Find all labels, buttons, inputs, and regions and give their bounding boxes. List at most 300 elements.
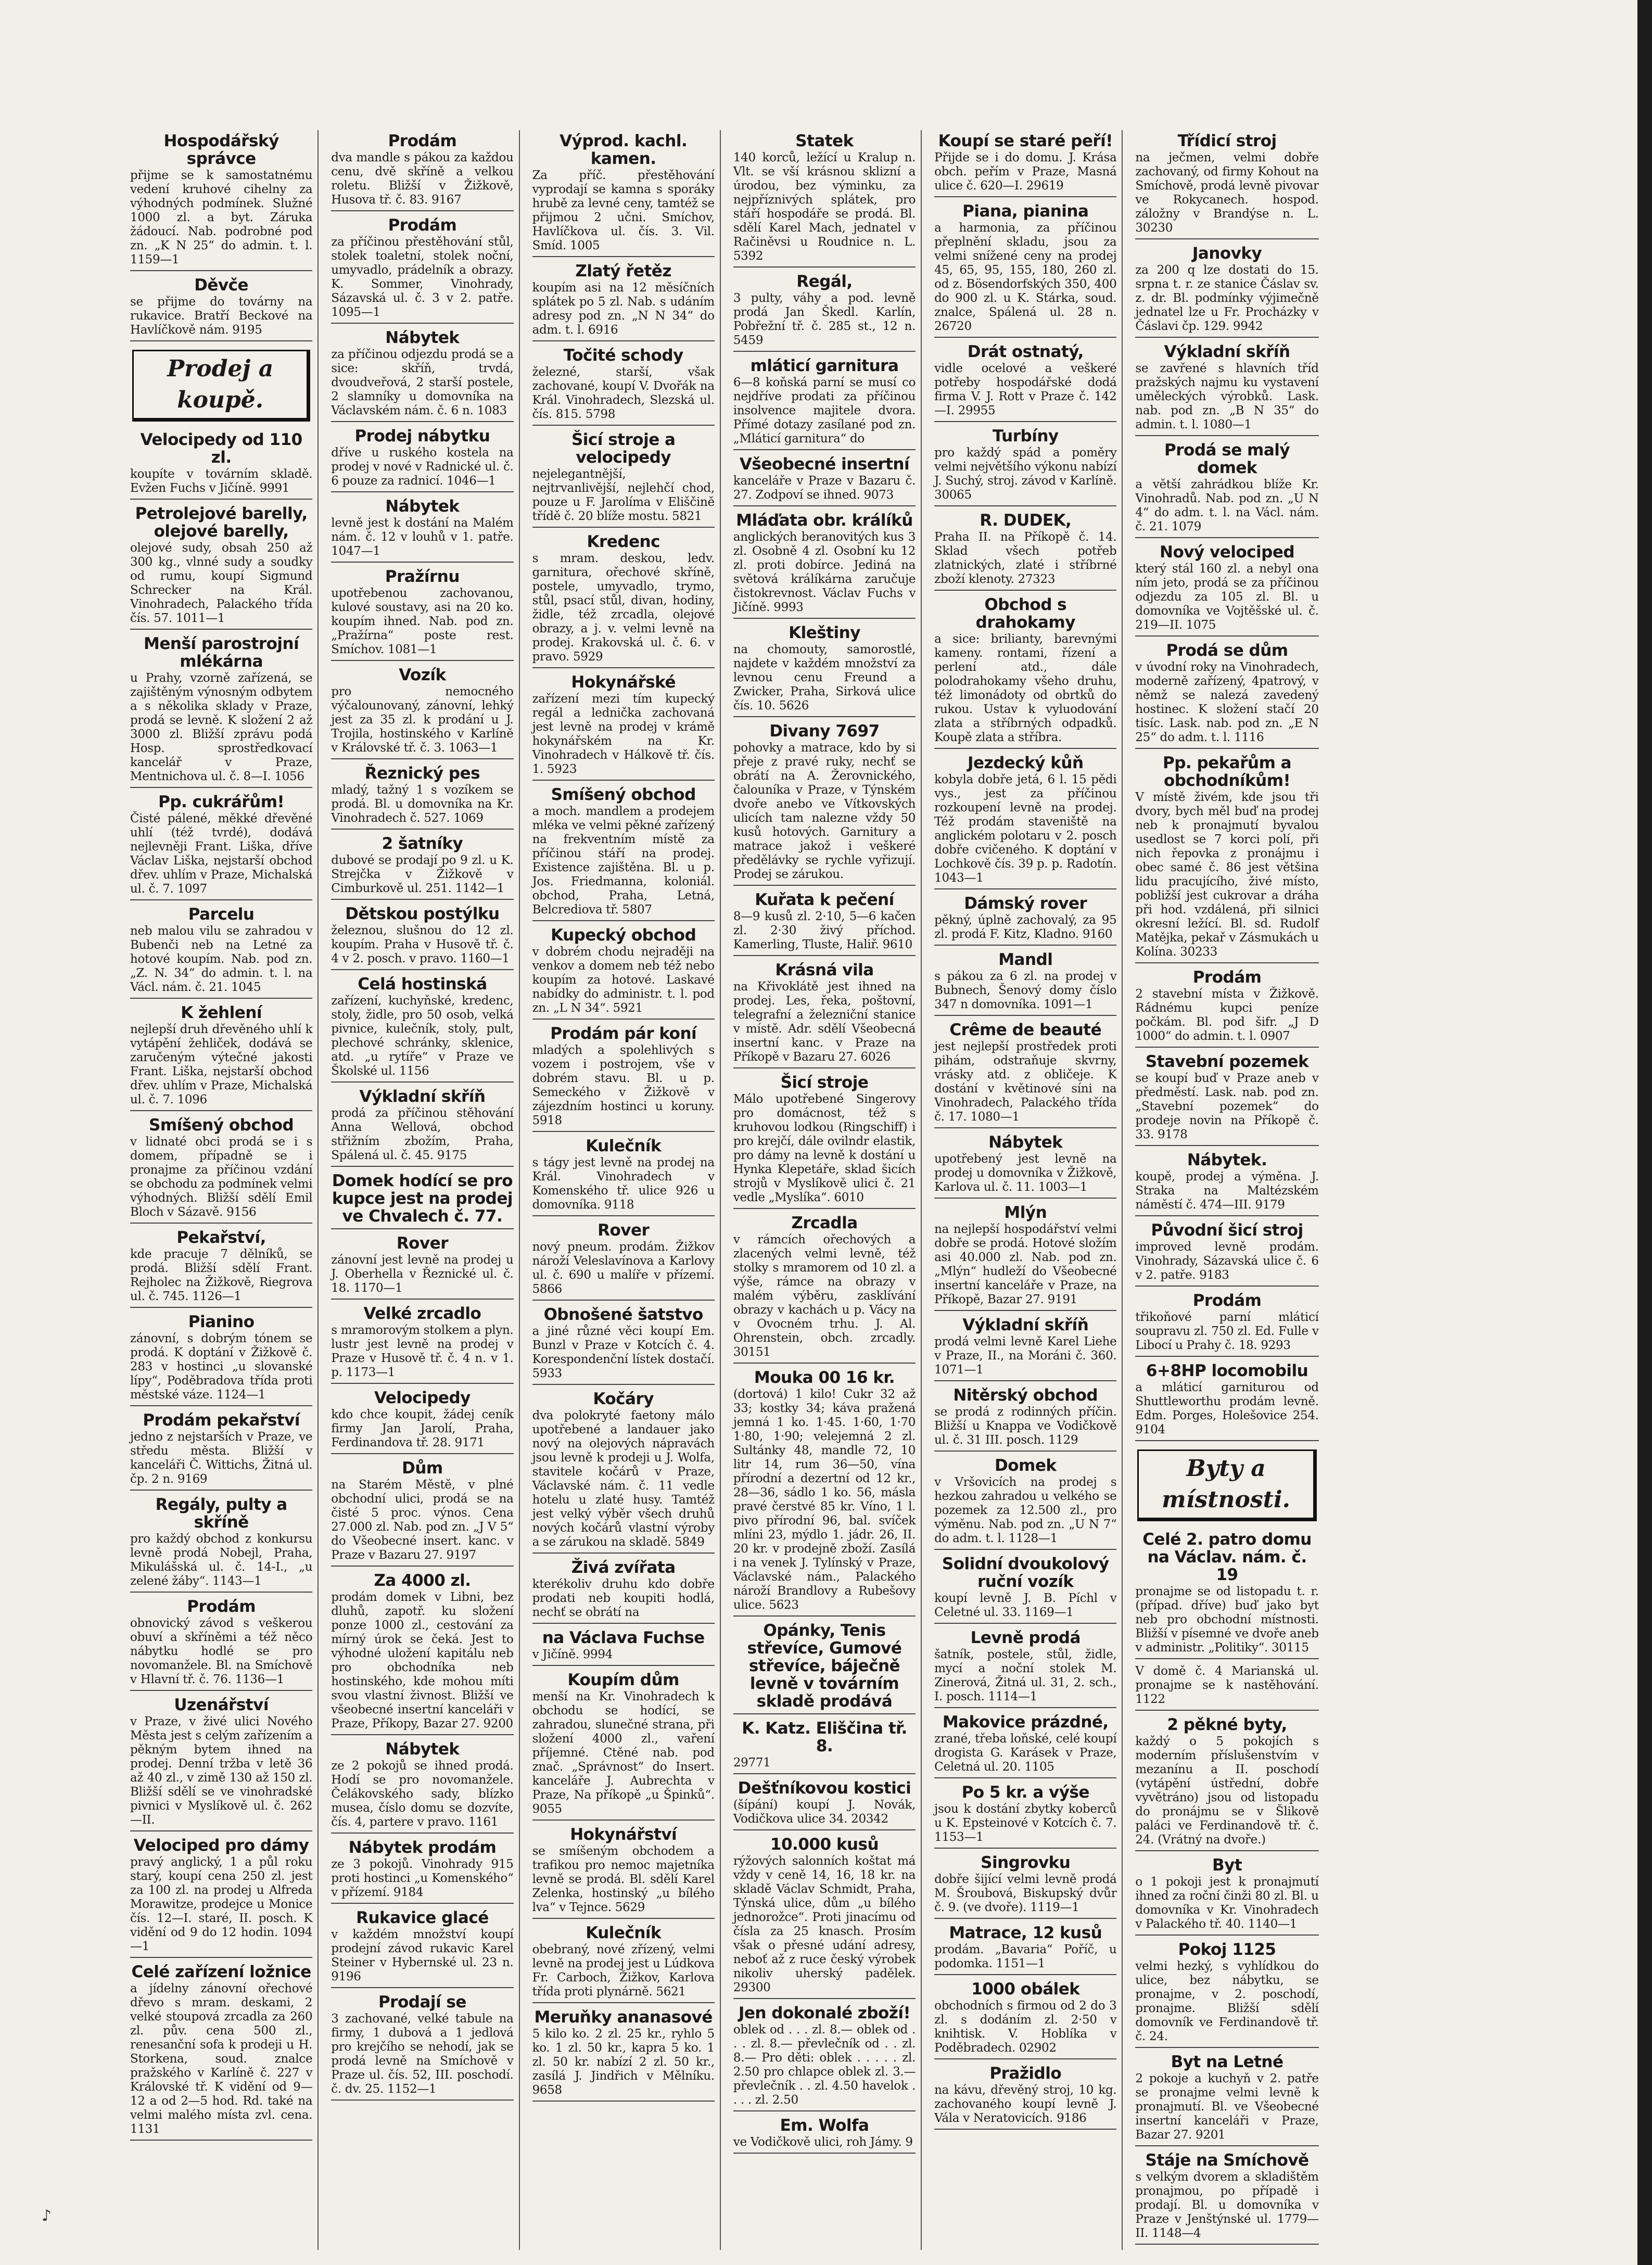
- ad-text: anglických beranovitých kus 3 zl. Osobně 4 zl. Osobní ku 12 zl. proti dobírce. Jediná na světová králíkárna zaručuje čistokrevnost. Václav Fuchs v Jičíně. 9993: [733, 530, 916, 614]
- ad-text: jest nejlepší prostředek proti pihám, odstraňuje skvrny, vrásky atd. z obličeje. K dostání v květinové síni na Vinohradech, Palackého třída č. 17. 1080—1: [934, 1040, 1117, 1124]
- ad-divider: [1135, 962, 1318, 963]
- ad-headline: Rover: [396, 1234, 449, 1253]
- ad-divider: [532, 1819, 715, 1821]
- ad-divider: [331, 1734, 513, 1735]
- ad-headline: Prodám: [1192, 1291, 1262, 1310]
- ad-text: upotřebenou zachovanou, kulové soustavy, asi na 20 ko. koupím ihned. Nab. pod zn. „Pražírna“ poste rest. Smíchov. 1081—1: [331, 587, 514, 656]
- ad-headline: Byt: [1212, 1856, 1242, 1875]
- ad-divider: [934, 1623, 1116, 1624]
- ad-divider: [1135, 1145, 1318, 1146]
- ad-headline: Děvče: [194, 276, 249, 295]
- ad-divider: [532, 1019, 715, 1020]
- classified-ad: [1135, 1053, 1318, 1146]
- ad-text: kterékoliv druhu kdo dobře prodati neb koupiti hodlá, nechť se obrátí na: [532, 1577, 715, 1619]
- ad-text: koupíte v továrním skladě. Evžen Fuchs v Jičíně. 9991: [130, 467, 313, 495]
- ad-text: šatník, postele, stůl, židle, mycí a noční stolek M. Zinerová, Žitná ul. 31, 2. sch., I. posch. 1114—1: [934, 1648, 1117, 1703]
- ad-text: železné, starší, však zachované, koupí V. Dvořák na Král. Vinohradech, Slezská ul. čís. 815. 5798: [532, 365, 715, 421]
- ad-text: kanceláře v Praze v Bazaru č. 27. Zodpoví se ihned. 9073: [733, 474, 916, 502]
- ad-headline: Hokynářské: [571, 673, 676, 692]
- column-5: [929, 130, 1123, 2250]
- ad-headline: Živá zvířata: [571, 1558, 676, 1577]
- ad-divider: [130, 1830, 312, 1831]
- ad-headline: Singrovku: [981, 1853, 1071, 1872]
- ad-divider: [331, 660, 513, 661]
- ad-text: s tágy jest levně na prodej na Král. Vinohradech v Komenského tř. ulice 926 u domovníka. 9118: [532, 1156, 715, 1212]
- ad-text: pro nemocného výčalounovaný, zánovní, lehký jest za 35 zl. k prodání u J. Trojila, hostinského v Karlíně v Královské tř. č. 3. 1063—1: [331, 685, 514, 755]
- ad-text: v dobrém chodu nejraději na venkov a domem neb též nebo koupím za hotové. Laskavé nabídky do administr. t. l. pod zn. „L N 34“. 5921: [532, 945, 715, 1015]
- ad-divider: [1135, 748, 1318, 749]
- ad-headline: 2 šatníky: [382, 834, 463, 853]
- ad-text: dříve u ruského kostela na prodej v nové v Radnické ul. č. 6 pouze za radnicí. 1046—1: [331, 446, 514, 488]
- ad-headline: Po 5 kr. a výše: [961, 1783, 1089, 1802]
- ad-divider: [733, 1363, 916, 1364]
- ad-text: rýžových salonních koštat má vždy v ceně 14, 16, 18 kr. na skladě Václav Schmidt, Praha, Týnská ulice, dům „u bílého jednorožce“. Proti jinacímu od čísla za 25 knasch. Prosím však o přesné udání adresy, neboť až z ruce český výrobek nikoliv uherský padělek. 29300: [733, 1854, 916, 1994]
- ad-text: v Praze, v živé ulici Nového Města jest s celým zařízením a pěkným bytem ihned na prodej. Denní tržba v letě 36 až 40 zl., v zimě 130 až 150 zl. Bližší sdělí se ve vinohradské pivnici v Myslíkově ul. č. 262—II.: [130, 1715, 313, 1827]
- ad-divider: [1135, 1440, 1318, 1441]
- classified-ad: [331, 1389, 513, 1454]
- ad-headline: Třídicí stroj: [1177, 132, 1277, 150]
- ad-divider: [733, 1713, 916, 1714]
- classified-ad: [331, 132, 513, 211]
- ad-text: třikoňové parní mláticí soupravu zl. 750 zl. Ed. Fulle v Libocí u Prahy č. 18. 9293: [1135, 1310, 1319, 1352]
- ad-text: pro každý obchod z konkursu levně prodá Nobejl, Praha, Mikulášská ul. č. 14-I., „u zelené žáby“. 1143—1: [130, 1532, 313, 1588]
- ad-text: upotřebený jest levně na prodej u domovníka v Žižkově, Karlova ul. č. 11. 1003—1: [934, 1152, 1117, 1194]
- ad-headline: Jezdecký kůň: [967, 754, 1084, 772]
- ad-headline: Výprod. kachl. kamen.: [560, 132, 688, 168]
- ad-divider: [934, 1918, 1116, 1919]
- ad-divider: [532, 425, 715, 426]
- ad-divider: [1135, 1850, 1318, 1851]
- ad-headline: Regály, pulty a skříně: [155, 1495, 287, 1532]
- classified-ad: [532, 673, 715, 781]
- classified-ad: [733, 1214, 916, 1364]
- ad-divider: [532, 340, 715, 341]
- ad-headline: Prodám pekařství: [143, 1411, 300, 1430]
- ad-text: v úvodní roky na Vinohradech, moderně zařízený, 4patrový, v němž se nalezá zavedený hostinec. K složení stačí 20 tisíc. Lask. nab. pod zn. „E N 25“ do adm. t. l. 1116: [1135, 660, 1319, 744]
- ad-headline: Dešťníkovou kostici: [738, 1779, 911, 1798]
- ad-headline: Smíšený obchod: [149, 1116, 294, 1135]
- ad-divider: [934, 2129, 1116, 2130]
- ad-text: mladý, tažný 1 s vozíkem se prodá. Bl. u domovníka na Kr. Vinohradech č. 527. 1069: [331, 783, 514, 825]
- ad-headline: Kredenc: [587, 532, 660, 551]
- ad-divider: [934, 337, 1116, 338]
- classified-ad: [130, 906, 312, 999]
- ad-text: olejové sudy, obsah 250 až 300 kg., vlnné sudy a soudky od rumu, koupí Sigmund Schrecker na Král. Vinohradech, Palackého třída čís. 57. 1011—1: [130, 541, 313, 625]
- ad-headline: Domek hodící se pro kupce jest na prodej ve Chvalech č. 77.: [332, 1172, 513, 1226]
- ad-headline: R. DUDEK,: [980, 511, 1072, 530]
- ad-text: pro každý spád a poměry velmi největšího výkonu nabízí J. Suchý, stroj. závod v Karlíně. 30065: [934, 446, 1117, 502]
- classified-ad: [331, 765, 513, 830]
- ad-headline: Původní šicí stroj: [1151, 1221, 1303, 1240]
- ad-text: v lidnaté obci prodá se i s domem, případně se i pronajme za příčinou vzdání se obchodu za podmínek velmi výhodných. Bližší sdělí Emil Bloch v Sázavě. 9156: [130, 1135, 313, 1219]
- classified-ad: [130, 431, 312, 500]
- ad-text: obchodních s firmou od 2 do 3 zl. s dodáním zl. 2·50 v knihtisk. V. Hoblíka v Poděbradech. 02902: [934, 1999, 1117, 2055]
- ad-divider: [733, 716, 916, 717]
- ad-headline: Hokynářství: [570, 1825, 677, 1844]
- ad-text: železnou, slušnou do 12 zl. koupím. Praha v Husově tř. č. 4 v 2. posch. v pravo. 1160—1: [331, 924, 514, 965]
- ad-text: vidle ocelové a veškeré potřeby hospodářské dodá firma V. J. Rott v Praze č. 142—I. 29955: [934, 362, 1117, 417]
- ad-text: za příčinou odjezdu prodá se a sice: skříň, trvdá, dvoudveřová, 2 starší postele, 2 slamníky u domovníka na Václavském nám. č. 6 n. 1083: [331, 348, 514, 417]
- classified-columns: [125, 130, 1525, 2240]
- ad-divider: [733, 1998, 916, 1999]
- classified-ad: [532, 347, 715, 426]
- ad-text: přijme se k samostatnému vedení kruhové cihelny za výhodných podmínek. Služné 1000 zl. a byt. Záruka žádoucí. Nab. podrobné pod zn. „K N 25“ do admin. t. l. 1159—1: [130, 169, 313, 266]
- classified-ad: [1135, 1531, 1318, 1659]
- ad-headline: Rukavice glacé: [356, 1908, 489, 1927]
- ad-headline: Piana, pianina: [962, 202, 1089, 221]
- ad-headline: K. Katz. Eliščina tř. 8.: [742, 1719, 907, 1755]
- ad-divider: [934, 1777, 1116, 1778]
- classified-ad: [934, 1457, 1116, 1550]
- ad-divider: [331, 562, 513, 563]
- ad-headline: Jen dokonalé zboží!: [738, 2004, 911, 2022]
- ad-headline: Stáje na Smíchově: [1145, 2151, 1309, 2170]
- ad-divider: [130, 1307, 312, 1308]
- ad-headline: Prodám: [1192, 968, 1262, 987]
- ad-text: Praha II. na Příkopě č. 14. Sklad všech potřeb zlatnických, zlaté i stříbrné zboží klenoty. 27323: [934, 530, 1117, 586]
- classified-ad: [1135, 543, 1318, 637]
- classified-ad: [1135, 1362, 1318, 1441]
- classified-ad: [934, 202, 1116, 338]
- classified-ad: [733, 1074, 916, 1209]
- ad-divider: [331, 323, 513, 324]
- classified-ad: [331, 329, 513, 422]
- ad-headline: Prodají se: [378, 1993, 466, 2012]
- ad-divider: [1135, 238, 1318, 239]
- ad-divider: [130, 998, 312, 999]
- classified-ad: [733, 132, 916, 268]
- ad-divider: [532, 2101, 715, 2102]
- ad-divider: [130, 1223, 312, 1224]
- section-heading: Byty a místnosti.: [1137, 1449, 1316, 1521]
- ad-text: 140 korců, ležící u Kralup n. Vlt. se vší krásnou sklizní a úrodou, bez výminku, za nejpříznivých splátek, pro stáří hospodáře se prodá. Bl. sdělí Karel Mach, jednatel v Račiněvsi u Roudnice n. L. 5392: [733, 151, 916, 263]
- classified-ad: [934, 1134, 1116, 1199]
- ad-text: dubové se prodají po 9 zl. u K. Strejčka v Žižkově v Cimburkově ul. 251. 1142—1: [331, 854, 514, 895]
- ad-text: koupí levně J. B. Píchl v Celetné ul. 33. 1169—1: [934, 1592, 1117, 1619]
- ad-headline: Kleštiny: [789, 623, 860, 642]
- ad-divider: [733, 1615, 916, 1617]
- scan-mark: ♪: [42, 2207, 52, 2225]
- classified-ad: [331, 1172, 513, 1229]
- ad-headline: Výkladní skříň: [1164, 342, 1290, 361]
- ad-divider: [1135, 1356, 1318, 1357]
- ad-headline: Kočáry: [593, 1390, 654, 1408]
- ad-text: mladých a spolehlivých s vozem i postrojem, vše v dobrém stavu. Bl. u p. Semeckého v Žižkově v zájezdním hostinci u koruny. 5918: [532, 1044, 715, 1127]
- ad-text: prodá za příčinou stěhování Anna Wellová, obchod střižním zbožím, Praha, Spálená ul. č. 45. 9175: [331, 1106, 514, 1162]
- ad-text: a moch. mandlem a prodejem mléka ve velmi pěkné zařízený na frekventním místě za příčinou stáří na prodej. Existence zajištěna. Bl. u p. Jos. Friedmanna, koloniál. obchod, Praha, Letná, Belcrediova tř. 5807: [532, 805, 715, 917]
- ad-divider: [532, 920, 715, 921]
- classified-ad: [934, 1713, 1116, 1778]
- classified-ad: [532, 132, 715, 257]
- ad-text: 3 pulty, váhy a pod. levně prodá Jan Škedl. Karlín, Pobřežní tř. č. 285 st., 12 n. 5459: [733, 291, 916, 347]
- ad-text: nový pneum. prodám. Žižkov nároží Veleslavínova a Karlovy ul. č. 690 u malíře v přízemí. 5866: [532, 1240, 715, 1296]
- ad-headline: Pokoj 1125: [1178, 1940, 1276, 1959]
- ad-text: (dortová) 1 kilo! Cukr 32 až 33; kostky 34; káva pražená jemná 1 ko. 1·45. 1·60, 1·70 1·80, 1·90; velejemná 2 zl. Sultánky 48, mandle 72, 10 litr 14, rum 36—50, vína přírodní a dezertní od 12 kr., 28—36, sádlo 1 ko. 56, másla pravé čerstvé 85 kr. Víno, 1 l. pivo přírodní 96, bal. svíček mlíni 23, mýdlo 1. jádr. 26, II. 20 kr. v prodejně zboží. Zasílá i na venek J. Tylínský v Praze, Václavské nám., Palackého nároží Brandlovy a Rubešovy ulice. 5623: [733, 1388, 916, 1612]
- ad-divider: [934, 421, 1116, 422]
- classified-ad: [733, 455, 916, 506]
- ad-text: pěkný, úplně zachovalý, za 95 zl. prodá F. Kitz, Kladno. 9160: [934, 913, 1117, 941]
- ad-text: za příčinou přestěhování stůl, stolek toaletní, stolek noční, umyvadlo, prádelník a obrazy. K. Sommer, Vinohrady, Sázavská ul. č. 3 v 2. patře. 1095—1: [331, 235, 514, 319]
- ad-headline: Mouka 00 16 kr.: [754, 1368, 895, 1387]
- classified-ad: [733, 1836, 916, 1999]
- ad-divider: [934, 1198, 1116, 1199]
- column-1: [125, 130, 319, 2250]
- column-6: [1130, 130, 1324, 2250]
- ad-text: a jiné různé věci koupí Em. Bunzl v Praze v Kotcích č. 4. Korespondenční lístek dostačí. 5933: [532, 1325, 715, 1380]
- ad-divider: [331, 210, 513, 211]
- classified-ad: [532, 1924, 715, 2003]
- ad-text: kobyla dobře jetá, 6 l. 15 pědi vys., jest za příčinou rozkoupení levně na prodej. Též prodám staveniště na anglickém polotaru v 2. posch dobře cvičeného. K doptání v Lochkově čís. 39 p. p. Radotín. 1043—1: [934, 773, 1117, 885]
- ad-text: s pákou za 6 zl. na prodej v Bubnech, Šenový domy číslo 347 n domovníka. 1091—1: [934, 970, 1117, 1011]
- ad-text: a harmonia, za příčinou přeplnění skladu, jsou za velmi snížené ceny na prodej 45, 65, 95, 155, 180, 260 zl. od z. Bösendorfských 350, 400 do 900 zl. u K. Stárka, soud. znalce, Spálená ul. 28 n. 26720: [934, 221, 1117, 333]
- ad-headline: Dětskou postýlku: [345, 905, 500, 923]
- ad-headline: Kupecký obchod: [551, 926, 696, 945]
- ad-headline: Zrcadla: [791, 1214, 858, 1232]
- ad-text: velmi hezký, s vyhlídkou do ulice, bez nábytku, se pronajme, v 2. poschodí, pronajme. Bližší sdělí domovník ve Ferdinandově tř. č. 24.: [1135, 1959, 1319, 2043]
- ad-headline: Makovice prázdné,: [942, 1713, 1109, 1732]
- classified-ad: [934, 132, 1116, 197]
- ad-text: 3 zachované, velké tabule na firmy, 1 dubová a 1 jedlová pro krejčího se nehodí, jak se prodá levně na Smíchově v Praze ul. čís. 52, III. poschodí. č. dv. 25. 1152—1: [331, 2012, 514, 2096]
- classified-ad: [130, 1004, 312, 1111]
- ad-divider: [130, 1405, 312, 1406]
- classified-ad: [1135, 969, 1318, 1048]
- classified-ad: [934, 1924, 1116, 1975]
- ad-headline: Drát ostnatý,: [967, 342, 1084, 361]
- ad-divider: [733, 1208, 916, 1209]
- classified-ad: [532, 1629, 715, 1666]
- ad-divider: [1135, 1710, 1318, 1711]
- ad-text: který stál 160 zl. a nebyl ona ním jeto, prodá se za příčinou odjezdu za 105 zl. Bl. u domovníka ve Vojtěšské ul. č. 219—II. 1075: [1135, 562, 1319, 632]
- ad-text: zánovní, s dobrým tónem se prodá. K doptání v Žižkově č. 283 v hostinci „u slovanské lípy“, Poděbradova třída proti městské váze. 1124—1: [130, 1332, 313, 1402]
- ad-divider: [934, 1310, 1116, 1311]
- classified-ad: [934, 2065, 1116, 2130]
- column-4: [728, 130, 922, 2250]
- ad-divider: [934, 505, 1116, 506]
- ad-divider: [733, 1773, 916, 1774]
- ad-headline: Řeznický pes: [364, 764, 480, 783]
- ad-text: se prodá z rodinných příčin. Bližší u Knappa ve Vodičkově ul. č. 31 III. posch. 1129: [934, 1405, 1117, 1447]
- ad-headline: Šicí stroje a velocipedy: [571, 430, 676, 467]
- ad-divider: [532, 1918, 715, 1919]
- ad-text: o 1 pokoji jest k pronajmutí ihned za roční činži 80 zl. Bl. u domovníka v Kr. Vinohradech v Palackého tř. 40. 1140—1: [1135, 1875, 1319, 1931]
- ad-headline: Velocipedy: [374, 1389, 471, 1407]
- ad-text: Přijde se i do domu. J. Krása obch. peřím v Praze, Masná ulice č. 620—I. 29619: [934, 151, 1117, 193]
- ad-headline: Meruňky ananasové: [534, 2008, 713, 2027]
- ad-headline: Levně prodá: [970, 1628, 1081, 1647]
- ad-headline: Opánky, Tenis střevíce, Gumové střevíce, báječně levně v továrním skladě prodává: [747, 1621, 902, 1711]
- classified-ad: [130, 1116, 312, 1224]
- ad-divider: [934, 2058, 1116, 2059]
- ad-text: kdo chce koupit, žádej ceník firmy Jan Jarolí, Praha, Ferdinandova tř. 28. 9171: [331, 1408, 514, 1449]
- ad-divider: [934, 945, 1116, 946]
- ad-headline: Em. Wolfa: [780, 2116, 869, 2135]
- ad-headline: Prodá se malý domek: [1164, 441, 1290, 477]
- ad-divider: [130, 2140, 312, 2141]
- ad-text: V místě živém, kde jsou tři dvory, bych měl buď na prodej neb k pronajmutí byvalou usedlost se 7 korci polí, při nich řepovka z pronájmu i obec samé č. 86 jest většina lidu pracujícího, živé místo, pobližší jest cukrovar a dráha při hod. vzdálená, při silnici okresní ležící. Bl. sd. Rudolf Matějka, pekař v Zásmukách u Kolína. 30233: [1135, 791, 1319, 959]
- ad-headline: Turbíny: [992, 427, 1059, 446]
- classified-ad: [532, 786, 715, 921]
- classified-ad: [934, 1854, 1116, 1919]
- ad-text: zařízení mezi tím kupecký regál a lednička zachovaná jest levně na prodej v krámě hokynářském na Kr. Vinohradech v Hálkově tř. čís. 1. 5923: [532, 692, 715, 776]
- classified-ad: [1135, 132, 1318, 239]
- ad-divider: [331, 1453, 513, 1454]
- ad-text: a mláticí garniturou od Shuttleworthu prodám levně. Edm. Porges, Holešovice 254. 9104: [1135, 1381, 1319, 1436]
- ad-headline: Vozík: [399, 666, 446, 684]
- classified-ad: [130, 793, 312, 900]
- ad-headline: Byt na Letné: [1171, 2053, 1284, 2071]
- classified-ad: [532, 1137, 715, 1216]
- column-2: [326, 130, 519, 2250]
- classified-ad: [733, 512, 916, 619]
- ad-divider: [532, 256, 715, 257]
- ad-text: dva polokryté faetony málo upotřebené a landauer jako nový na olejových nápravách jsou levně k prodeji u J. Wolfa, stavitele kočárů v Praze, Václavské nám. č. 11 vedle hotelu u zlaté husy. Tamtéž jest velký výběr všech druhů nových kočárů vlastní výroby a se zárukou na skladě. 5849: [532, 1409, 715, 1549]
- classified-ad: [130, 635, 312, 788]
- ad-headline: Pp. pekařům a obchodníkům!: [1163, 754, 1292, 790]
- ad-text: 29771: [733, 1756, 771, 1770]
- ad-divider: [934, 590, 1116, 591]
- ad-divider: [733, 266, 916, 268]
- ad-divider: [733, 449, 916, 450]
- classified-ad: [331, 1740, 513, 1834]
- ad-headline: Kulečník: [586, 1924, 662, 1942]
- classified-ad: [130, 505, 312, 630]
- classified-ad: [1135, 1292, 1318, 1357]
- ad-headline: mláticí garnitura: [750, 357, 899, 375]
- classified-ad: [1135, 1221, 1318, 1287]
- ad-text: v Jičíně. 9994: [532, 1648, 613, 1661]
- classified-ad: [934, 343, 1116, 422]
- ad-headline: Menší parostrojní mlékárna: [144, 634, 299, 671]
- ad-headline: Velké zrcadlo: [363, 1304, 481, 1323]
- ad-text: s velkým dvorem a skladištěm pronajmou, po případě i prodají. Bl. u domovníka v Praze v Jenštýnské ul. 1779—II. 1148—4: [1135, 2170, 1319, 2240]
- classified-ad: [532, 1221, 715, 1301]
- classified-ad: [1135, 2053, 1318, 2146]
- ad-headline: Prodá se dům: [1166, 641, 1288, 660]
- ad-text: každý o 5 pokojích s moderním příslušenstvím v mezanínu a II. poschodí (vytápění ústřední, dobře vyvětráno) jsou od listopadu do pronájmu se v Šlikově paláci ve Ferdinandově tř. č. 24. (Vrátný na dvoře.): [1135, 1735, 1319, 1847]
- classified-ad: [733, 1779, 916, 1830]
- classified-ad: [1135, 1941, 1318, 2048]
- ad-divider: [331, 758, 513, 759]
- ad-divider: [331, 491, 513, 492]
- ad-divider: [733, 351, 916, 352]
- ad-headline: Nábytek.: [1187, 1151, 1267, 1169]
- classified-ad: [733, 961, 916, 1068]
- ad-text: 2 stavební místa v Žižkově. Rádnému kupci peníze počkám. Bl. pod šifr. „J D 1000“ do admin. t. l. 0907: [1135, 987, 1319, 1043]
- ad-headline: Obnošené šatstvo: [543, 1305, 703, 1324]
- classified-ad: [934, 895, 1116, 946]
- ad-text: nejelegantnější, nejtrvanlivější, nejlehčí chod, pouze u F. Jarolíma v Eliščině třídě č. 20 blíže mostu. 5821: [532, 467, 715, 523]
- ad-divider: [532, 527, 715, 528]
- ad-divider: [934, 1450, 1116, 1452]
- ad-headline: 6+8HP locomobilu: [1146, 1361, 1308, 1380]
- ad-headline: Statek: [795, 132, 854, 150]
- classified-ad: [130, 1229, 312, 1308]
- ad-headline: Janovky: [1192, 244, 1262, 263]
- classified-ad: [1135, 754, 1318, 963]
- ad-headline: Nábytek: [385, 497, 460, 516]
- ad-text: ze 2 pokojů se ihned prodá. Hodí se pro novomanžele. Čelákovského sady, blízko musea, číslo domu se dozvíte, čís. 4, partere v pravo. 1161: [331, 1759, 514, 1829]
- classified-ad: [331, 427, 513, 492]
- ad-text: se koupí buď v Praze aneb v předměstí. Lask. nab. pod zn. „Stavební pozemek“ do prodeje novin na Příkopě č. 33. 9178: [1135, 1072, 1319, 1141]
- classified-ad: [331, 1572, 513, 1735]
- ad-headline: na Václava Fuchse: [542, 1628, 705, 1647]
- classified-ad: [733, 891, 916, 956]
- ad-divider: [130, 1592, 312, 1593]
- ad-divider: [733, 505, 916, 506]
- classified-ad: [331, 217, 513, 324]
- ad-divider: [733, 1067, 916, 1068]
- classified-ad: [331, 905, 513, 970]
- ad-text: pohovky a matrace, kdo by si přeje z pravé ruky, nechť se obrátí na A. Žerovnického, čalouníka v Praze, v Týnském dvoře anebo ve Vítkovských ulicích tam nalezne vždy 50 kusů hotových. Garnitury a matrace jakož i veškeré předělávky se rychle vyřizují. Prodej se zárukou.: [733, 741, 916, 881]
- ad-headline: Prodám: [388, 132, 457, 150]
- ad-headline: Krásná vila: [775, 961, 874, 979]
- ad-text: obnovický závod s veškerou obuví a skříněmi a též něco nábytku hodlé se pro novomanžele. Bl. na Smíchově v Hlavní tř. č. 76. 1136—1: [130, 1617, 313, 1686]
- ad-text: prodám. „Bavaria“ Poříč, u podomka. 1151—1: [934, 1943, 1117, 1970]
- ad-divider: [1135, 2244, 1318, 2245]
- classified-ad: [532, 1390, 715, 1554]
- ad-headline: Mláďata obr. králíků: [736, 511, 913, 530]
- ad-divider: [733, 618, 916, 619]
- classified-ad: [934, 1555, 1116, 1624]
- classified-ad: [130, 1313, 312, 1406]
- ad-headline: Velocipedy od 110 zl.: [140, 430, 302, 467]
- ad-divider: [130, 1690, 312, 1691]
- classified-ad: [331, 666, 513, 759]
- ad-text: kde pracuje 7 dělníků, se prodá. Bližší sdělí Frant. Rejholec na Žižkově, Riegrova ul. č. 745. 1126—1: [130, 1248, 313, 1303]
- ad-headline: Kulečník: [586, 1137, 662, 1155]
- ad-divider: [331, 899, 513, 900]
- ad-headline: Pražidlo: [989, 2064, 1062, 2083]
- ad-divider: [1135, 635, 1318, 637]
- ad-headline: Koupí se staré peří!: [938, 132, 1113, 150]
- ad-headline: Stavební pozemek: [1145, 1052, 1309, 1071]
- ad-divider: [532, 2002, 715, 2003]
- ad-headline: Uzenářství: [174, 1696, 269, 1714]
- classified-ad: [934, 512, 1116, 591]
- ad-text: na nejlepší hospodářství velmi dobře se prodá. Hotové složím asi 40.000 zl. Nab. pod zn. „Mlýn“ hudleží do Všeobecné insertní kanceláře v Praze, na Příkopě, Bazar 27. 9191: [934, 1223, 1117, 1306]
- classified-ad: [331, 1909, 513, 1988]
- ad-text: a jídelny zánovní ořechové dřevo s mram. deskami, 2 velké stoupová zrcadla za 260 zl. pův. cena 500 zl., renesanční sofa k prodeji u H. Storkena, soud. znalce pražského v Karlíně č. 227 v Královské tř. K vidění od 9—12 a od 2—5 hod. Rd. také na velmi malého místa zvl. cena. 1131: [130, 1982, 313, 2136]
- ad-divider: [934, 1380, 1116, 1381]
- ad-divider: [331, 1299, 513, 1300]
- ad-text: a sice: brilianty, barevnými kameny. rontami, řízení a perlení atd., dále polodrahokamy všeho druhu, též limonádoty od obrtků do rukou. Ustav k vyluodování zlata a stříbrných odpadků. Koupě zlata a stříbra.: [934, 632, 1117, 744]
- ad-divider: [934, 1015, 1116, 1016]
- classified-ad: [934, 1204, 1116, 1311]
- classified-ad: [532, 926, 715, 1020]
- ad-text: (šípání) koupí J. Novák, Vodičkova ulice 34. 20342: [733, 1798, 916, 1826]
- ad-text: se zavřené s hlavních tříd pražských najmu ku vystavení uměleckých výrobků. Lask. nab. pod zn. „B N 35“ do admin. t. l. 1080—1: [1135, 362, 1319, 431]
- ad-text: menší na Kr. Vinohradech k obchodu se hodící, se zahradou, slunečné strana, při složení 4000 zl., vaření příjemné. Ctěné nab. pod znač. „Správnost“ do Insert. kanceláře J. Aubrechta v Praze, Na příkopě „u Špinků“. 9055: [532, 1690, 715, 1816]
- ad-headline: Za 4000 zl.: [374, 1571, 471, 1590]
- classified-ad: [1135, 2152, 1318, 2245]
- classified-ad: [331, 1305, 513, 1384]
- ad-text: prodám domek v Libni, bez dluhů, zapotř. ku složení ponze 1000 zl., cestování za mírný úrok se čeká. Jest to výhodné uložení kapitálu neb pro obchodníka neb hostinského, kde mohou míti svou vlastní živnost. Bližší ve všeobecné insertní kanceláři v Praze, Příkopy, Bazar 27. 9200: [331, 1590, 514, 1730]
- classified-ad: [1135, 642, 1318, 749]
- classified-ad: [130, 1837, 312, 1958]
- classified-ad: [532, 262, 715, 341]
- ad-headline: Pražírnu: [385, 567, 460, 586]
- classified-ad: [130, 276, 312, 341]
- ad-headline: Celé 2. patro domu na Václav. nám. č. 19: [1142, 1530, 1312, 1584]
- ad-headline: Rover: [598, 1221, 650, 1240]
- ad-divider: [331, 421, 513, 422]
- ad-divider: [1135, 2145, 1318, 2146]
- classified-ad: [733, 1720, 916, 1774]
- classified-ad: [934, 1980, 1116, 2059]
- ad-headline: Nábytek: [385, 1740, 460, 1759]
- ad-divider: [532, 667, 715, 668]
- ad-divider: [934, 196, 1116, 197]
